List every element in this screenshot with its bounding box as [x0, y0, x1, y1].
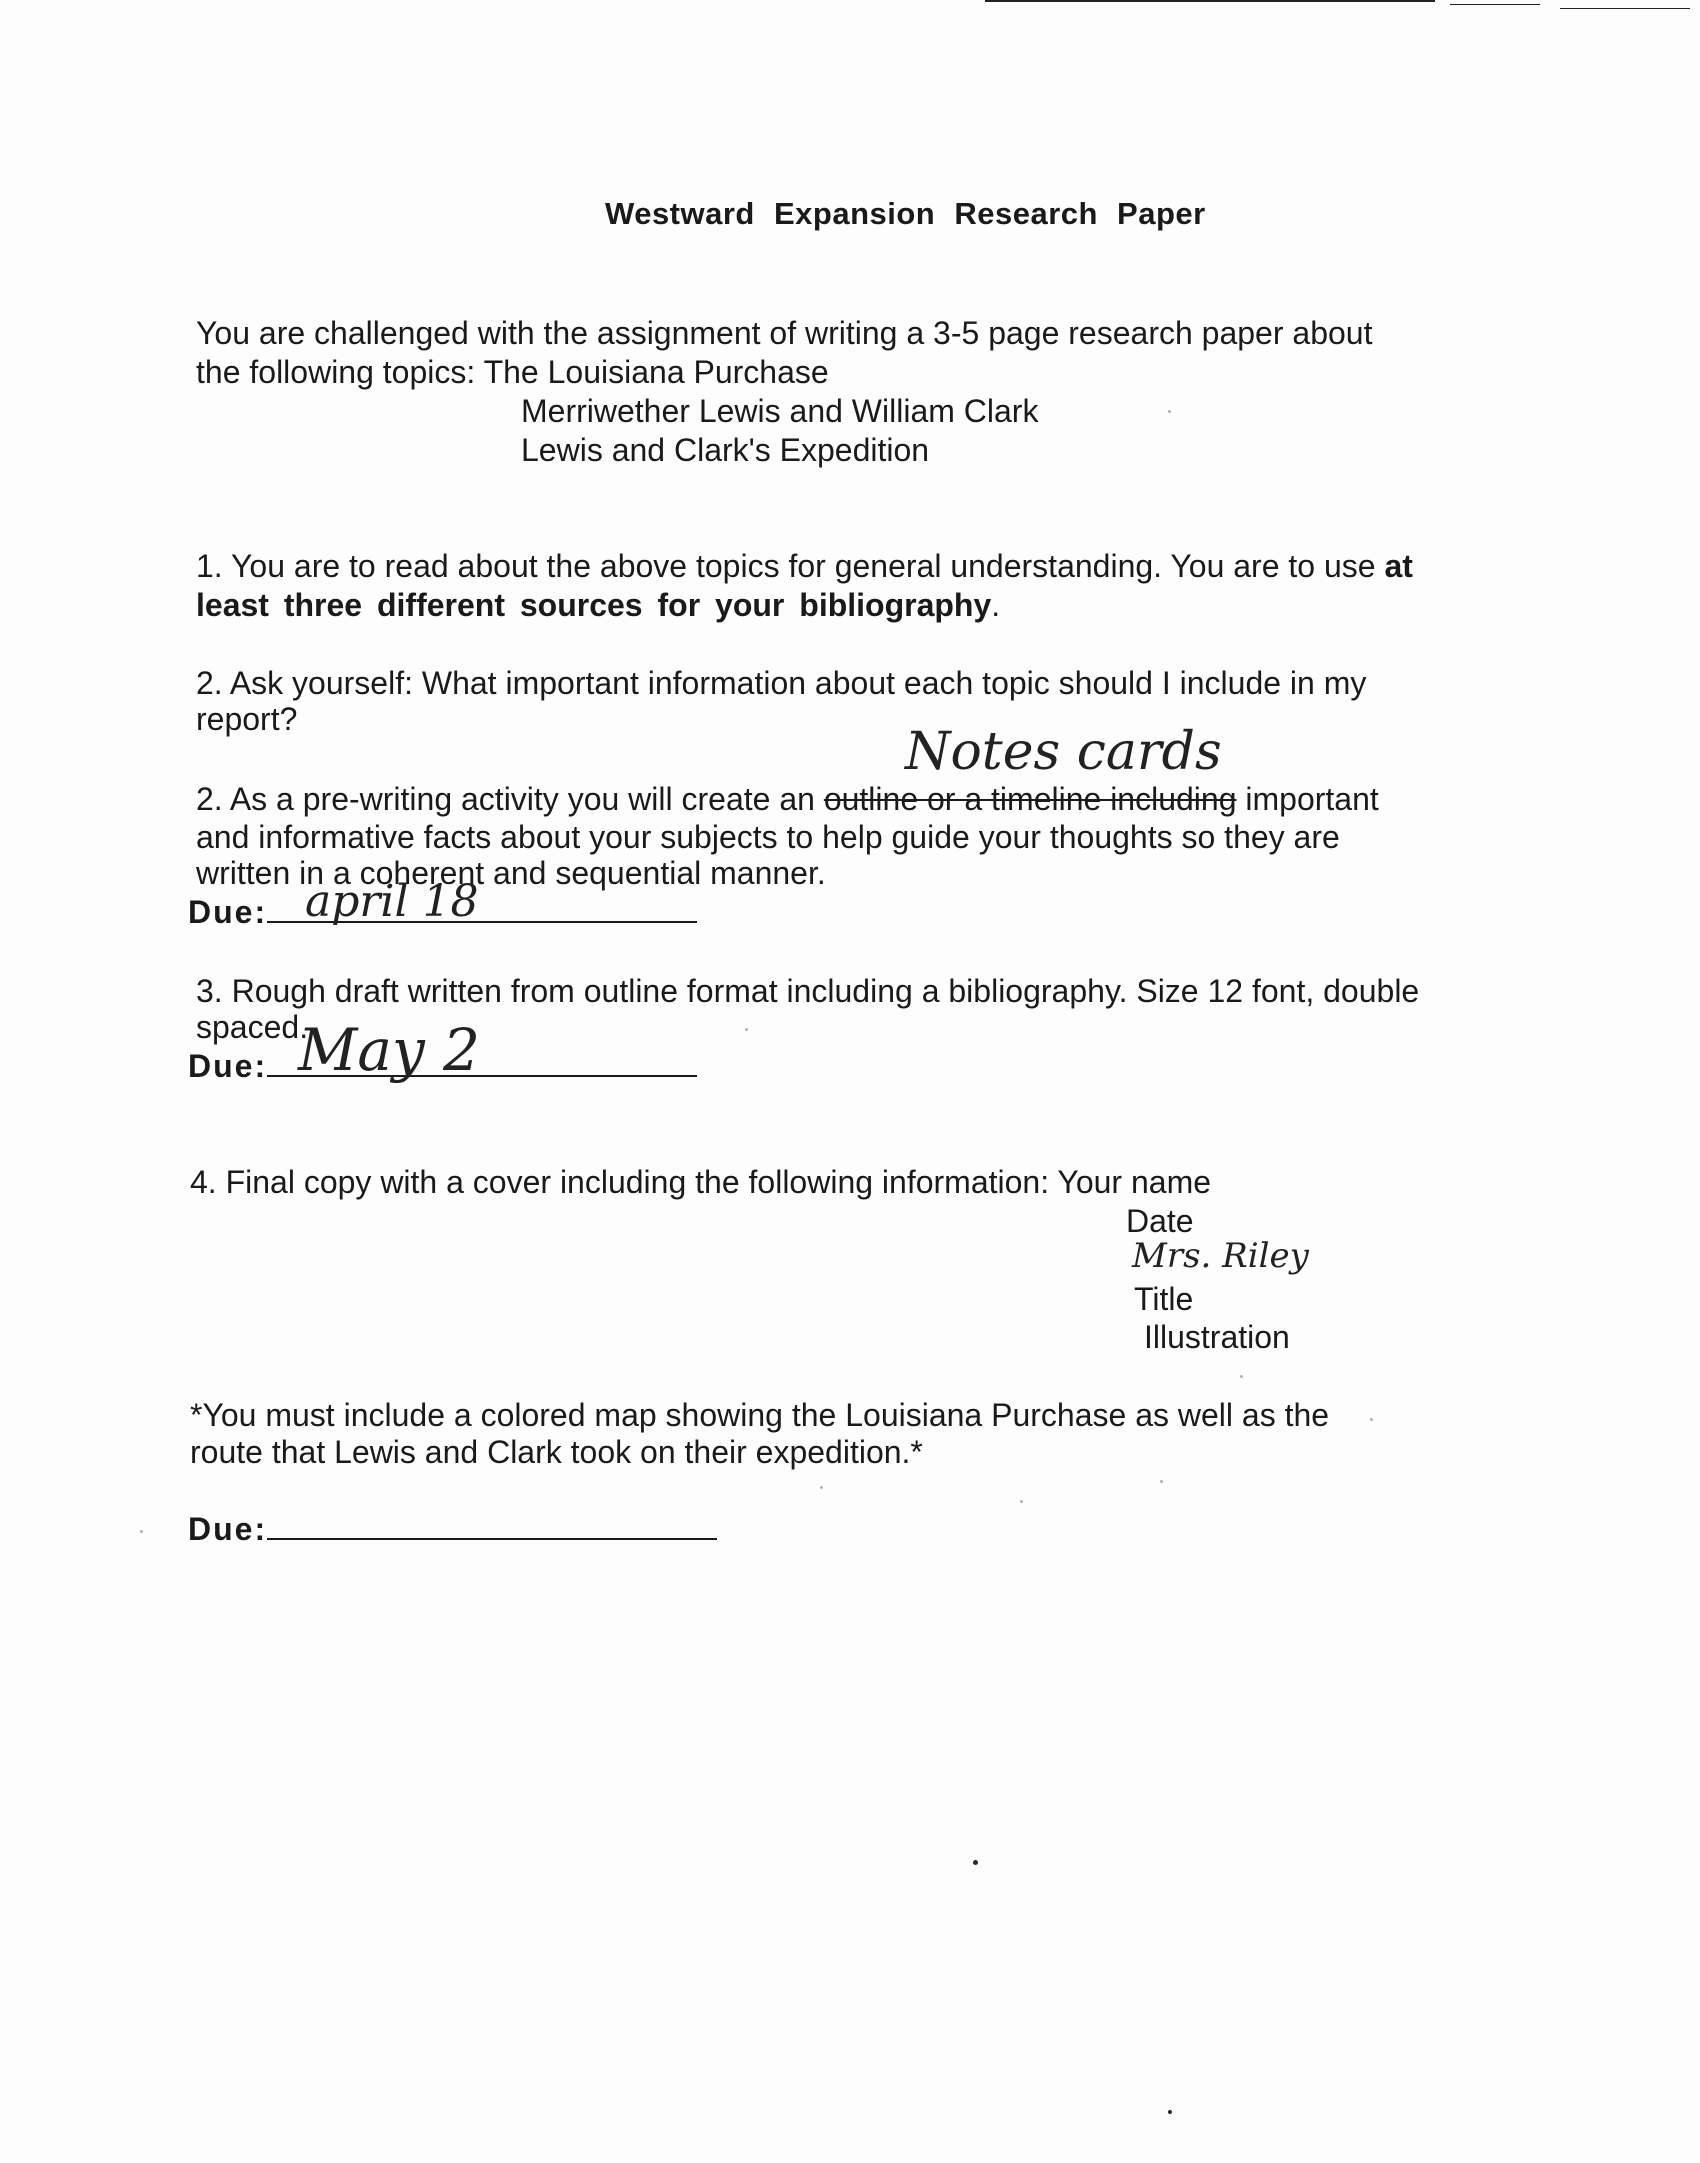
step3-line-2: spaced.: [196, 1009, 309, 1045]
scan-speck: [1168, 2110, 1172, 2114]
step2b-line-3: written in a coherent and sequential manner.: [196, 855, 826, 891]
topic-expedition: Lewis and Clark's Expedition: [521, 432, 930, 468]
map-note-line-2: route that Lewis and Clark took on their expedition.*: [190, 1434, 923, 1470]
scan-speck: [1370, 1418, 1373, 1421]
topic-lewis-clark: Merriwether Lewis and William Clark: [521, 393, 1039, 429]
scan-artifact-line: [985, 0, 1435, 2]
due-label: Due:: [188, 1048, 268, 1084]
scan-speck: [745, 1028, 748, 1031]
scan-speck: [820, 1486, 823, 1489]
intro-line-1: You are challenged with the assignment of writing a 3-5 page research paper about: [196, 315, 1373, 351]
step1-bold-sources: least three different sources for your bibliography: [196, 587, 992, 623]
step1-period: .: [991, 587, 1001, 623]
step4-line-1: 4. Final copy with a cover including the following information: Your name: [190, 1164, 1212, 1200]
due-blank-line: [267, 1508, 717, 1540]
due-label: Due:: [188, 894, 268, 930]
step2a-line-2: report?: [196, 701, 298, 737]
step2b-line-2: and informative facts about your subjects to help guide your thoughts so they are: [196, 819, 1340, 855]
step1-text: 1. You are to read about the above topics for general understanding. You are to use: [196, 548, 1385, 584]
scan-speck: [973, 1860, 978, 1865]
struck-outline-text: outline or a timeline including: [823, 781, 1237, 817]
cover-item-title: Title: [1134, 1281, 1194, 1317]
scan-speck: [1240, 1375, 1243, 1378]
cover-item-date: Date: [1126, 1203, 1194, 1239]
step2b-text-end: important: [1236, 781, 1379, 817]
cover-item-illustration: Illustration: [1144, 1319, 1290, 1355]
step1-bold-start: at: [1384, 548, 1413, 584]
step3-line-1: 3. Rough draft written from outline format including a bibliography. Size 12 font, double: [196, 973, 1420, 1009]
final-due: [188, 1508, 717, 1548]
page-title: Westward Expansion Research Paper: [605, 196, 1206, 231]
handwritten-due-may: May 2: [298, 1016, 481, 1084]
scan-speck: [1168, 410, 1171, 413]
step2b-line-1: [196, 780, 1379, 818]
handwritten-notes-cards: Notes cards: [905, 722, 1222, 782]
intro-line-2: the following topics: The Louisiana Purchase: [196, 354, 829, 390]
handwritten-due-april: april 18: [305, 876, 479, 927]
due-label: Due:: [188, 1511, 268, 1547]
step2b-text-start: 2. As a pre-writing activity you will create an: [196, 781, 824, 817]
step1-line-2: [196, 586, 1000, 624]
map-note-line-1: *You must include a colored map showing the Louisiana Purchase as well as the: [190, 1397, 1330, 1433]
step1-line-1: [196, 547, 1413, 585]
scan-speck: [1160, 1480, 1163, 1483]
scan-speck: [140, 1530, 143, 1533]
scan-artifact-line: [1560, 8, 1690, 9]
handwritten-teacher-name: Mrs. Riley: [1132, 1236, 1309, 1276]
scan-speck: [1020, 1500, 1023, 1503]
step2a-line-1: 2. Ask yourself: What important information about each topic should I include in my: [196, 665, 1367, 701]
scan-artifact-line: [1450, 4, 1540, 5]
